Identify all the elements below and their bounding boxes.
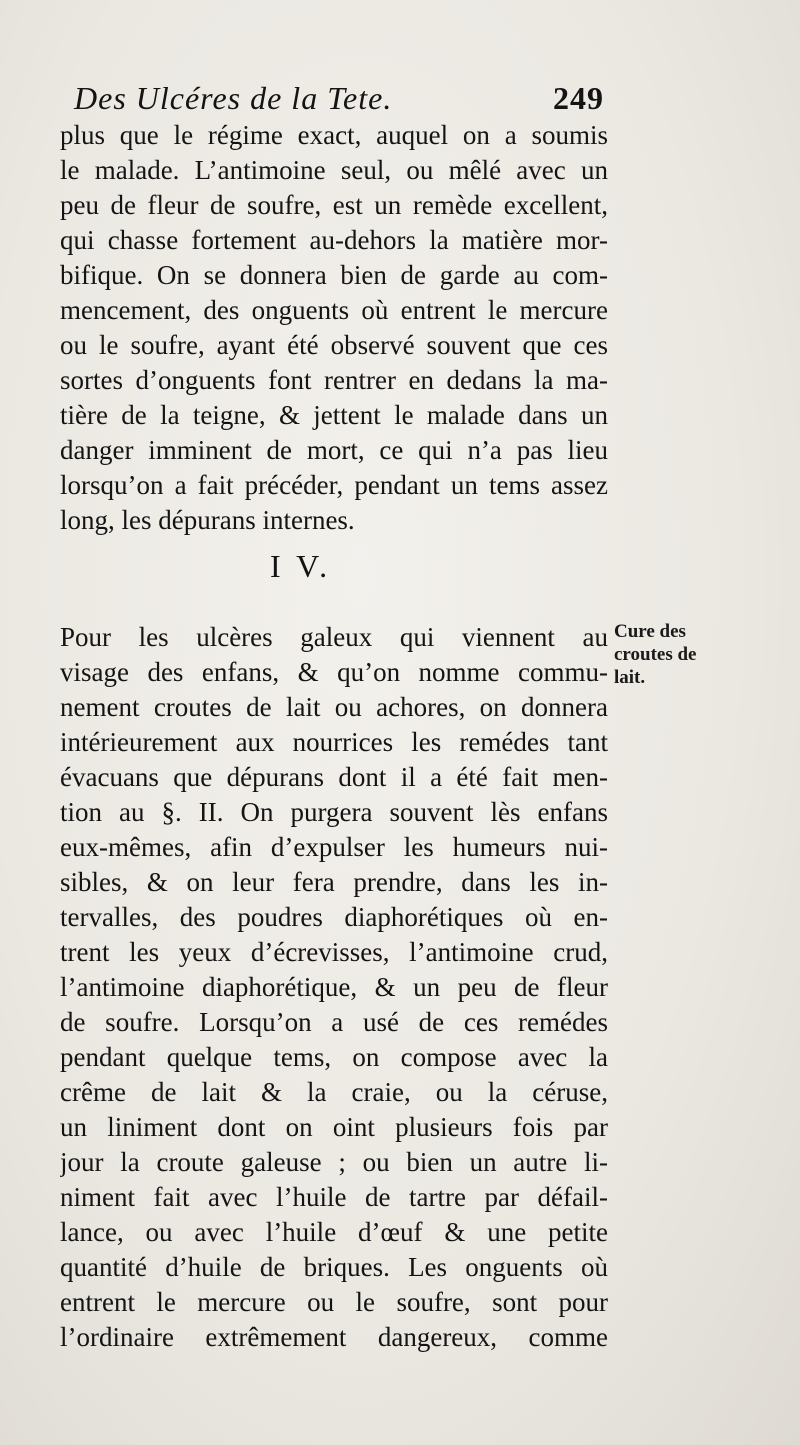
text-line: peu de fleur de soufre, est un remède excellent, (60, 190, 608, 220)
text-line: jour la croute galeuse ; ou bien un autre li- (60, 1147, 608, 1177)
text-line: danger imminent de mort, ce qui n’a pas lieu (60, 435, 608, 465)
text-line: évacuans que dépurans dont il a été fait men- (60, 762, 608, 792)
page-number: 249 (553, 80, 604, 116)
margin-note (614, 620, 734, 689)
text-line: tervalles, des poudres diaphorétiques où en- (60, 902, 608, 932)
text-line: quantité d’huile de briques. Les onguents où (60, 1252, 608, 1282)
text-line: mencement, des onguents où entrent le mercure (60, 295, 608, 325)
section-number: I V. (270, 548, 332, 584)
text-line: long, les dépurans internes. (60, 505, 355, 535)
margin-note-line: croutes de (614, 644, 697, 665)
text-line: un liniment dont on oint plusieurs fois par (60, 1112, 608, 1142)
text-line: bifique. On se donnera bien de garde au com- (60, 260, 608, 290)
text-line: eux-mêmes, afin d’expulser les humeurs nui- (60, 832, 608, 862)
text-line: pendant quelque tems, on compose avec la (60, 1042, 608, 1072)
text-line: entrent le mercure ou le soufre, sont pour (60, 1287, 608, 1317)
text-line: intérieurement aux nourrices les remédes tant (60, 727, 608, 757)
margin-note-line: Cure des (614, 621, 686, 642)
text-line: le malade. L’antimoine seul, ou mêlé avec un (60, 155, 608, 185)
text-line: tière de la teigne, & jettent le malade dans un (60, 400, 608, 430)
text-line: Pour les ulcères galeux qui viennent au (60, 622, 608, 652)
text-line: plus que le régime exact, auquel on a soumis (60, 120, 608, 150)
margin-note-line: lait. (614, 667, 646, 688)
text-line: nement croutes de lait ou achores, on donnera (60, 692, 608, 722)
text-line: niment fait avec l’huile de tartre par défail- (60, 1182, 608, 1212)
text-line: lance, ou avec l’huile d’œuf & une petite (60, 1217, 608, 1247)
text-line: de soufre. Lorsqu’on a usé de ces remédes (60, 1007, 608, 1037)
text-line: lorsqu’on a fait précéder, pendant un tems assez (60, 470, 608, 500)
text-line: l’antimoine diaphorétique, & un peu de fleur (60, 972, 608, 1002)
text-line: trent les yeux d’écrevisses, l’antimoine crud, (60, 937, 608, 967)
text-line: visage des enfans, & qu’on nomme commu- (60, 657, 608, 687)
text-line: sortes d’onguents font rentrer en dedans la ma- (60, 365, 608, 395)
text-line: tion au §. II. On purgera souvent lès enfans (60, 797, 608, 827)
text-line: l’ordinaire extrêmement dangereux, comme (60, 1322, 608, 1352)
running-head-title: Des Ulcéres de la Tete. (74, 80, 393, 116)
text-line: crême de lait & la craie, ou la céruse, (60, 1077, 608, 1107)
text-line: sibles, & on leur fera prendre, dans les in- (60, 867, 608, 897)
text-line: qui chasse fortement au-dehors la matière mor- (60, 225, 608, 255)
text-line: ou le soufre, ayant été observé souvent que ces (60, 330, 608, 360)
